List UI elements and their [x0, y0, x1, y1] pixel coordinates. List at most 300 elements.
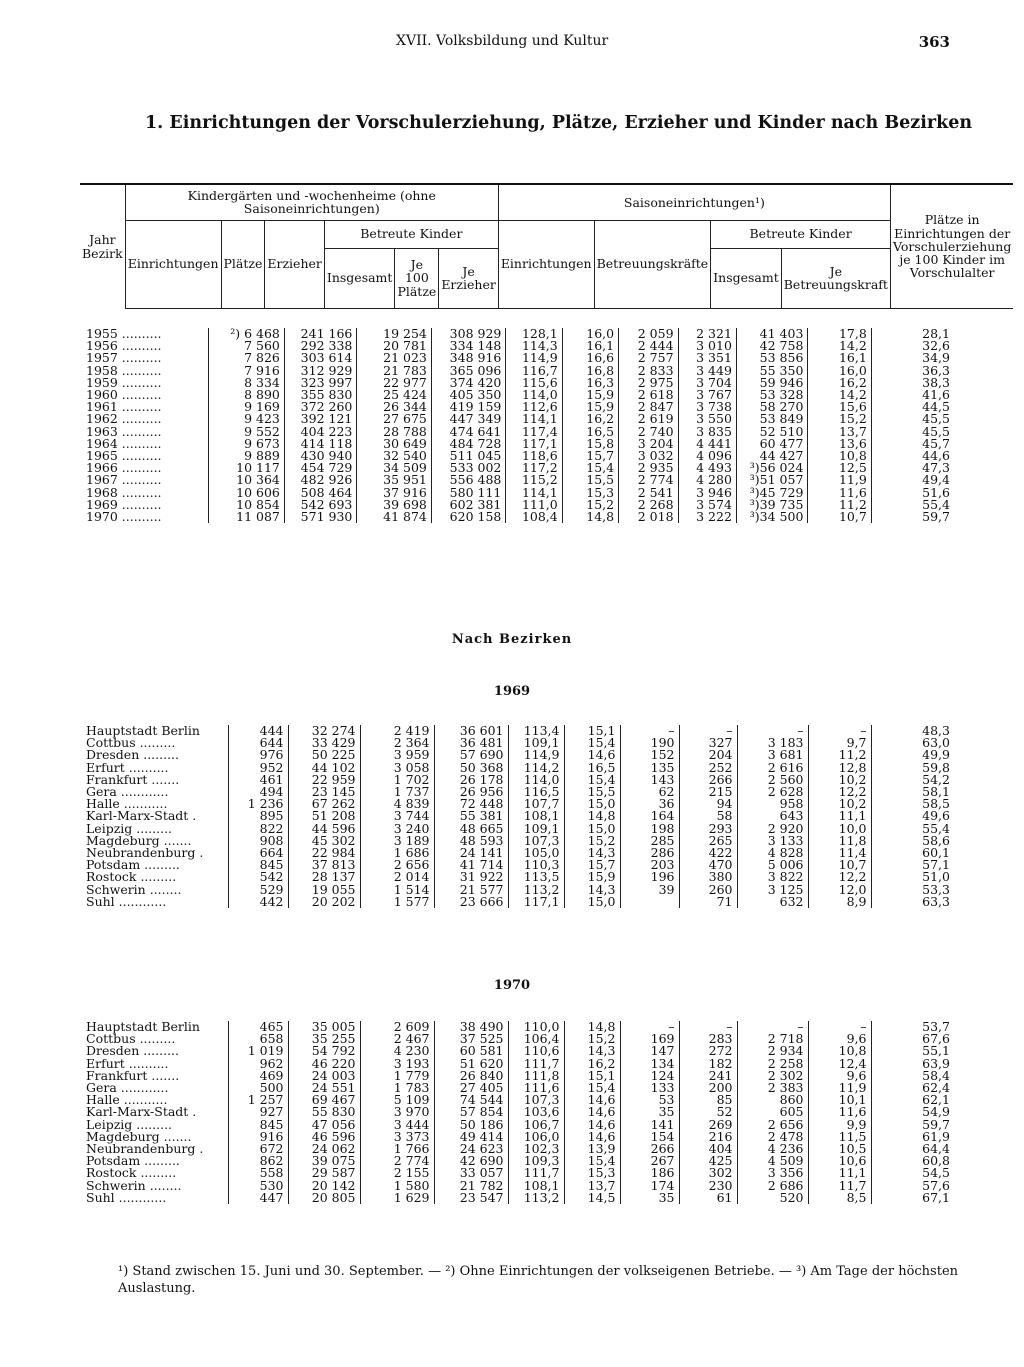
table-cell: 113,5 [508, 871, 564, 883]
table-cell: 152 [620, 749, 679, 761]
table-cell: 41 403 [736, 328, 807, 340]
table-cell: 16,5 [564, 762, 620, 774]
table-cell: 580 111 [431, 487, 506, 499]
header-s-betreuungskraefte: Betreuungskräfte [594, 220, 711, 308]
table-cell: 10 117 [209, 462, 285, 474]
table-cell: 265 [679, 835, 737, 847]
table-cell: 16,5 [562, 426, 618, 438]
table-row [80, 1058, 954, 1070]
table-cell: 292 338 [284, 340, 356, 352]
row-label: Halle ........... [86, 1092, 168, 1108]
row-label: Suhl ............ [86, 1189, 167, 1205]
table-cell: 48 593 [434, 835, 508, 847]
table-cell: 15,4 [564, 1155, 620, 1167]
table-cell: 2 609 [360, 1021, 434, 1033]
table-cell: 484 728 [431, 438, 506, 450]
table-cell: 85 [679, 1094, 737, 1106]
table-cell: 114,2 [508, 762, 564, 774]
table-cell: 32 540 [357, 450, 432, 462]
subheading-nach-bezirken: Nach Bezirken [451, 632, 573, 647]
table-row [80, 847, 954, 859]
table-cell: 11,1 [808, 810, 871, 822]
table-cell: 9 423 [209, 413, 285, 425]
table-cell: 29 587 [288, 1167, 360, 1179]
table-row [80, 823, 954, 835]
table-cell: 9 169 [209, 401, 285, 413]
table-cell: 2 616 [737, 762, 808, 774]
table-cell: 822 [228, 823, 288, 835]
table-cell: 15,5 [564, 786, 620, 798]
table-cell: 48,3 [871, 725, 954, 737]
table-cell: 51,0 [871, 871, 954, 883]
table-cell: 147 [620, 1045, 679, 1057]
table-cell: 48 665 [434, 823, 508, 835]
row-label: Potsdam ......... [86, 857, 180, 873]
table-cell: 230 [679, 1180, 737, 1192]
table-cell: 4 839 [360, 798, 434, 810]
table-cell: 3 189 [360, 835, 434, 847]
row-label: 1955 .......... [86, 326, 162, 341]
table-cell: 23 547 [434, 1192, 508, 1204]
table-cell: 53,3 [871, 884, 954, 896]
row-label: 1959 .......... [86, 374, 162, 390]
row-label: Neubrandenburg . [86, 845, 204, 861]
table-row [80, 352, 954, 364]
table-cell: 3 835 [678, 426, 736, 438]
section-title: XVII. Volksbildung und Kultur [396, 33, 609, 49]
table-bezirke-1969 [80, 725, 954, 908]
table-cell: 21 783 [357, 365, 432, 377]
table-cell: 260 [679, 884, 737, 896]
table-cell: 927 [228, 1106, 288, 1118]
table-cell: 39 075 [288, 1155, 360, 1167]
table-cell: 643 [737, 810, 808, 822]
table-row [80, 389, 954, 401]
table-cell: 4 096 [678, 450, 736, 462]
table-cell: 2 302 [737, 1070, 808, 1082]
table-cell: 520 [737, 1192, 808, 1204]
table-cell: 862 [228, 1155, 288, 1167]
table-cell: 508 464 [284, 487, 356, 499]
table-cell: 908 [228, 835, 288, 847]
table-cell: 36 601 [434, 725, 508, 737]
table-cell: 44 427 [736, 450, 807, 462]
table-cell: 1 702 [360, 774, 434, 786]
table-cell: 62 [620, 786, 679, 798]
table-row [80, 871, 954, 883]
row-label: Hauptstadt Berlin [86, 1019, 200, 1034]
table-cell: 74 544 [434, 1094, 508, 1106]
table-cell: 15,7 [562, 450, 618, 462]
table-cell: 15,4 [564, 737, 620, 749]
table-cell: 269 [679, 1119, 737, 1131]
table-cell: 404 223 [284, 426, 356, 438]
table-cell: 266 [620, 1143, 679, 1155]
table-cell: 116,7 [506, 365, 562, 377]
table-cell: 196 [620, 871, 679, 883]
table-cell: 1 737 [360, 786, 434, 798]
table-cell: 106,7 [508, 1119, 564, 1131]
table-cell: 22 959 [288, 774, 360, 786]
row-label: 1961 .......... [86, 399, 162, 415]
table-cell: 312 929 [284, 365, 356, 377]
table-cell: 2 618 [619, 389, 678, 401]
table-cell: 67,6 [871, 1033, 954, 1045]
table-cell: 285 [620, 835, 679, 847]
table-cell: 12,4 [808, 1058, 871, 1070]
table-cell: 372 260 [284, 401, 356, 413]
table-cell: 7 560 [209, 340, 285, 352]
table-cell: 109,1 [508, 737, 564, 749]
table-cell: 22 984 [288, 847, 360, 859]
table-cell: 4 280 [678, 474, 736, 486]
table-cell: 24 623 [434, 1143, 508, 1155]
header-s-insgesamt: Insgesamt [711, 248, 782, 308]
table-cell: 42 690 [434, 1155, 508, 1167]
table-cell: 16,2 [564, 1058, 620, 1070]
table-cell: 111,0 [506, 499, 562, 511]
table-cell: 15,3 [564, 1167, 620, 1179]
table-cell: 4 828 [737, 847, 808, 859]
table-cell: 47,3 [871, 462, 954, 474]
table-cell: 3 010 [678, 340, 736, 352]
row-label: Schwerin ........ [86, 1177, 182, 1193]
table-cell: 141 [620, 1119, 679, 1131]
row-label: 1967 .......... [86, 472, 162, 488]
table-cell: 26 344 [357, 401, 432, 413]
table-cell: 9,6 [808, 1070, 871, 1082]
row-label: Erfurt .......... [86, 1055, 169, 1071]
table-row [80, 1131, 954, 1143]
table-cell: – [679, 725, 737, 737]
table-cell: – [737, 725, 808, 737]
table-cell: 114,9 [508, 749, 564, 761]
table-cell: 52 [679, 1106, 737, 1118]
table-cell: 53 328 [736, 389, 807, 401]
table-row [80, 462, 954, 474]
table-cell: 106,0 [508, 1131, 564, 1143]
table-cell: 30 649 [357, 438, 432, 450]
table-cell: 60 581 [434, 1045, 508, 1057]
table-cell: 135 [620, 762, 679, 774]
table-cell: 494 [228, 786, 288, 798]
table-cell: 482 926 [284, 474, 356, 486]
table-cell: 200 [679, 1082, 737, 1094]
table-cell: 50 186 [434, 1119, 508, 1131]
table-cell: 442 [228, 896, 288, 908]
table-cell: 116,5 [508, 786, 564, 798]
table-cell: 602 381 [431, 499, 506, 511]
table-cell: 15,4 [562, 462, 618, 474]
table-cell: 533 002 [431, 462, 506, 474]
table-cell: 447 349 [431, 413, 506, 425]
table-cell: 860 [737, 1094, 808, 1106]
row-label: Suhl ............ [86, 893, 167, 909]
table-cell: 110,3 [508, 859, 564, 871]
row-label: Erfurt .......... [86, 759, 169, 775]
table-cell: 14,5 [564, 1192, 620, 1204]
row-label: 1962 .......... [86, 411, 162, 427]
table-row [80, 1143, 954, 1155]
table-cell: 11,7 [808, 1180, 871, 1192]
table-cell: 102,3 [508, 1143, 564, 1155]
table-cell: 58,6 [871, 835, 954, 847]
table-cell: 241 [679, 1070, 737, 1082]
page-number: 363 [918, 33, 950, 51]
row-label: 1969 .......... [86, 496, 162, 512]
table-cell: 8 890 [209, 389, 285, 401]
table-cell: 2 444 [619, 340, 678, 352]
table-cell: 12,8 [808, 762, 871, 774]
table-cell: 15,9 [562, 401, 618, 413]
table-cell: 447 [228, 1192, 288, 1204]
table-row [80, 774, 954, 786]
table-cell: 216 [679, 1131, 737, 1143]
table-cell: 9 552 [209, 426, 285, 438]
table-cell: 42 758 [736, 340, 807, 352]
table-cell: 16,0 [808, 365, 871, 377]
table-cell: 266 [679, 774, 737, 786]
table-cell: 620 158 [431, 511, 506, 523]
table-cell: 1 580 [360, 1180, 434, 1192]
table-cell: 2 014 [360, 871, 434, 883]
table-cell: 10,8 [808, 450, 871, 462]
table-cell: 405 350 [431, 389, 506, 401]
row-label: 1960 .......... [86, 387, 162, 403]
table-row [80, 474, 954, 486]
table-cell: 117,1 [508, 896, 564, 908]
table-cell: 8,5 [808, 1192, 871, 1204]
table-cell: 4 236 [737, 1143, 808, 1155]
table-cell: 110,6 [508, 1045, 564, 1057]
table-cell: 2 774 [619, 474, 678, 486]
table-cell: 44,5 [871, 401, 954, 413]
table-cell: 14,6 [564, 749, 620, 761]
table-cell: 109,1 [508, 823, 564, 835]
table-cell: 37 813 [288, 859, 360, 871]
table-bezirke-1970 [80, 1021, 954, 1204]
table-cell: 24 062 [288, 1143, 360, 1155]
table-cell: 3 704 [678, 377, 736, 389]
table-cell: 54,5 [871, 1167, 954, 1179]
table-cell: 3 222 [678, 511, 736, 523]
table-cell: 49,9 [871, 749, 954, 761]
table-cell: 55 381 [434, 810, 508, 822]
table-cell: 658 [228, 1033, 288, 1045]
table-cell: 112,6 [506, 401, 562, 413]
table-cell: 55,1 [871, 1045, 954, 1057]
table-cell: 2 619 [619, 413, 678, 425]
table-cell: 15,1 [564, 725, 620, 737]
table-cell: 41 874 [357, 511, 432, 523]
table-cell: 111,6 [508, 1082, 564, 1094]
table-cell: 9,6 [808, 1033, 871, 1045]
table-cell: 15,9 [564, 871, 620, 883]
table-cell: 958 [737, 798, 808, 810]
table-cell: 50 225 [288, 749, 360, 761]
table-cell: 111,7 [508, 1167, 564, 1179]
table-cell: 308 929 [431, 328, 506, 340]
table-cell: 2 757 [619, 352, 678, 364]
table-row [80, 511, 954, 523]
table-cell: 1 257 [228, 1094, 288, 1106]
table-cell: 117,2 [506, 462, 562, 474]
table-cell: 3 356 [737, 1167, 808, 1179]
table-row [80, 499, 954, 511]
table-cell: 976 [228, 749, 288, 761]
row-label: Dresden ......... [86, 747, 179, 763]
table-cell: 9,7 [808, 737, 871, 749]
table-row [80, 340, 954, 352]
table-cell: 1 779 [360, 1070, 434, 1082]
header-betreute-kinder: Betreute Kinder [324, 220, 498, 248]
header-s-je-betreuungskraft: Je Betreuungskraft [781, 248, 890, 308]
table-cell: 469 [228, 1070, 288, 1082]
table-cell: 542 693 [284, 499, 356, 511]
table-cell: 37 916 [357, 487, 432, 499]
table-cell: 111,7 [508, 1058, 564, 1070]
table-cell: 33 057 [434, 1167, 508, 1179]
row-label: Cottbus ......... [86, 1031, 176, 1047]
table-cell: 60 477 [736, 438, 807, 450]
table-cell: ³)56 024 [736, 462, 807, 474]
table-cell: 174 [620, 1180, 679, 1192]
table-cell: 15,8 [562, 438, 618, 450]
table-cell: 57 854 [434, 1106, 508, 1118]
table-cell: 106,4 [508, 1033, 564, 1045]
table-cell: 11 087 [209, 511, 285, 523]
table-cell: 28 788 [357, 426, 432, 438]
table-row [80, 1021, 954, 1033]
table-cell: 45 302 [288, 835, 360, 847]
table-cell: 55,4 [871, 499, 954, 511]
table-cell: 54 792 [288, 1045, 360, 1057]
table-row [80, 835, 954, 847]
table-cell: 44 596 [288, 823, 360, 835]
table-cell: 12,2 [808, 871, 871, 883]
header-insgesamt: Insgesamt [324, 248, 395, 308]
table-cell: 5 006 [737, 859, 808, 871]
table-cell: 3 058 [360, 762, 434, 774]
table-cell: 644 [228, 737, 288, 749]
table-cell: 58,5 [871, 798, 954, 810]
table-cell: 31 922 [434, 871, 508, 883]
table-cell: 672 [228, 1143, 288, 1155]
table-cell: 14,3 [564, 884, 620, 896]
table-cell: 3 970 [360, 1106, 434, 1118]
table-cell: 1 514 [360, 884, 434, 896]
table-row [80, 798, 954, 810]
table-cell: 35 255 [288, 1033, 360, 1045]
table-cell: ³)34 500 [736, 511, 807, 523]
table-cell: 3 744 [360, 810, 434, 822]
table-cell: 63,0 [871, 737, 954, 749]
table-cell: 470 [679, 859, 737, 871]
table-cell: 419 159 [431, 401, 506, 413]
row-label: Frankfurt ....... [86, 771, 180, 787]
table-cell: 10,7 [808, 511, 871, 523]
table-cell: 374 420 [431, 377, 506, 389]
table-cell: 20 142 [288, 1180, 360, 1192]
table-cell: 302 [679, 1167, 737, 1179]
table-cell: 23 666 [434, 896, 508, 908]
table-cell: 115,2 [506, 474, 562, 486]
table-cell: 21 023 [357, 352, 432, 364]
table-cell: – [620, 1021, 679, 1033]
table-cell: 46 220 [288, 1058, 360, 1070]
table-cell: 41,6 [871, 389, 954, 401]
table-cell: 107,3 [508, 835, 564, 847]
table-cell: 15,3 [562, 487, 618, 499]
table-cell: 108,1 [508, 1180, 564, 1192]
table-cell: – [620, 725, 679, 737]
table-row [80, 1155, 954, 1167]
table-cell: 60,1 [871, 847, 954, 859]
table-cell: 3 133 [737, 835, 808, 847]
table-cell: 10,8 [808, 1045, 871, 1057]
table-cell: 51 620 [434, 1058, 508, 1070]
table-cell: 11,9 [808, 474, 871, 486]
table-cell: 414 118 [284, 438, 356, 450]
table-cell: 45,5 [871, 426, 954, 438]
table-cell: 203 [620, 859, 679, 871]
table-cell: 2 740 [619, 426, 678, 438]
table-cell: 114,0 [506, 389, 562, 401]
table-cell: 28 137 [288, 871, 360, 883]
table-cell: 57,6 [871, 1180, 954, 1192]
subheading-1970: 1970 [493, 978, 531, 993]
table-cell: 15,7 [564, 859, 620, 871]
table-row [80, 1070, 954, 1082]
table-cell: 22 977 [357, 377, 432, 389]
table-row [80, 749, 954, 761]
table-cell: 57 690 [434, 749, 508, 761]
table-cell: 50 368 [434, 762, 508, 774]
table-cell: 2 018 [619, 511, 678, 523]
table-cell: 2 059 [619, 328, 678, 340]
table-cell: 10 854 [209, 499, 285, 511]
table-cell: 2 934 [737, 1045, 808, 1057]
table-cell: 2 833 [619, 365, 678, 377]
table-cell: 404 [679, 1143, 737, 1155]
table-cell: 500 [228, 1082, 288, 1094]
table-cell: 19 055 [288, 884, 360, 896]
table-cell: 16,6 [562, 352, 618, 364]
row-label: Karl-Marx-Stadt . [86, 1104, 197, 1120]
table-cell: 61,9 [871, 1131, 954, 1143]
row-label: 1957 .......... [86, 350, 162, 366]
table-cell: 7 826 [209, 352, 285, 364]
row-label: Potsdam ......... [86, 1153, 180, 1169]
table-cell: 14,6 [564, 1106, 620, 1118]
table-cell: 45,7 [871, 438, 954, 450]
table-cell: 2 628 [737, 786, 808, 798]
table-cell: 111,8 [508, 1070, 564, 1082]
table-cell: 2 364 [360, 737, 434, 749]
table-cell: 114,0 [508, 774, 564, 786]
table-cell: 55,4 [871, 823, 954, 835]
table-cell: 103,6 [508, 1106, 564, 1118]
table-cell: 3 946 [678, 487, 736, 499]
table-row [80, 1106, 954, 1118]
table-cell: 3 444 [360, 1119, 434, 1131]
table-cell: 11,8 [808, 835, 871, 847]
table-row [80, 762, 954, 774]
table-cell: 35 [620, 1106, 679, 1118]
table-cell: 36,3 [871, 365, 954, 377]
table-cell: 55 830 [288, 1106, 360, 1118]
table-row [80, 487, 954, 499]
